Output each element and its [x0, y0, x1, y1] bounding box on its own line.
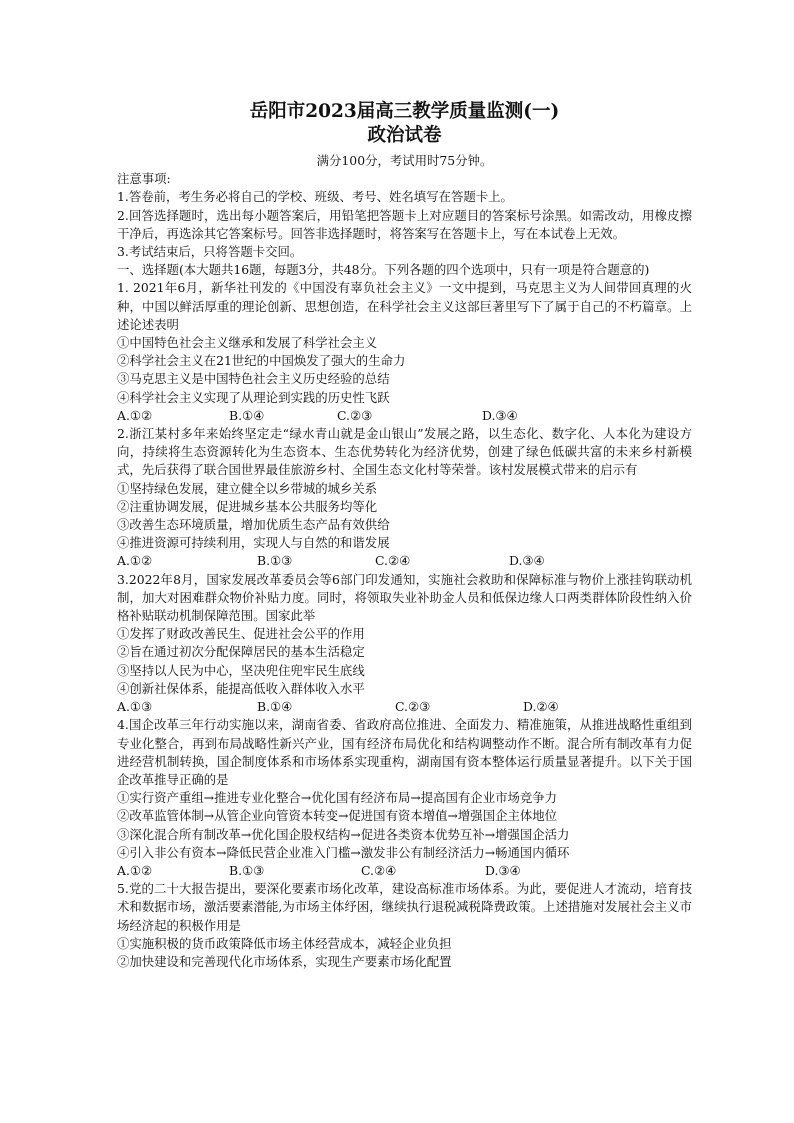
statement: ①发挥了财政改善民生、促进社会公平的作用: [117, 626, 365, 642]
statement: ①坚持绿色发展，建立健全以乡带城的城乡关系: [117, 480, 378, 496]
question-1: [117, 279, 692, 425]
option-a: A.①②: [117, 407, 153, 423]
exam-page: [117, 100, 692, 971]
question-stem: 5.党的二十大报告提出，要深化要素市场化改革，建设高标准市场体系。为此，要促进人才流动，培育技术和数据市场，激活要素潜能,为市场主体纾困，继续执行退税减税降费政策。上述措施对发展社会主义市场经济起的积极作用是: [117, 881, 692, 933]
question-5: [117, 880, 692, 971]
section-heading: 一、选择题(本大题共16题，每题3分，共48分。下列各题的四个选项中，只有一项是符合题意的): [117, 262, 650, 278]
statement: ④引入非公有资本→降低民营企业准入门槛→激发非公有制经济活力→畅通国内循环: [117, 844, 570, 860]
question-3: [117, 571, 692, 717]
statement: ③改善生态环境质量，增加优质生态产品有效供给: [117, 517, 390, 533]
statement: ④推进资源可持续利用，实现人与自然的和谐发展: [117, 535, 390, 551]
statement: ②旨在通过初次分配保障居民的基本生活稳定: [117, 644, 365, 660]
exam-subject: 政治试卷: [367, 125, 442, 146]
exam-meta: 满分100分，考试用时75分钟。: [316, 153, 493, 168]
option-b: B.①④: [229, 407, 265, 423]
statement: ①中国特色社会主义继承和发展了科学社会主义: [117, 335, 378, 351]
answer-options: [117, 698, 692, 716]
exam-title: 岳阳市2023届高三教学质量监测(一): [249, 101, 560, 122]
option-d: D.②④: [523, 699, 559, 715]
answer-options: [117, 407, 692, 425]
option-b: B.①④: [257, 699, 293, 715]
option-c: C.②③: [395, 699, 431, 715]
question-4: [117, 716, 692, 880]
note-item: 3.考试结束后，只将答题卡交回。: [117, 244, 303, 260]
option-d: D.③④: [509, 553, 545, 569]
answer-options: [117, 862, 692, 880]
notes-block: [117, 170, 692, 261]
statement: ④创新社保体系，能提高低收入群体收入水平: [117, 680, 365, 696]
statement: ③坚持以人民为中心，坚决兜住兜牢民生底线: [117, 662, 365, 678]
question-2: [117, 425, 692, 571]
option-c: C.②④: [361, 862, 397, 878]
option-a: A.①③: [117, 699, 153, 715]
option-c: C.②④: [375, 553, 411, 569]
option-a: A.①②: [117, 862, 153, 878]
statement: ②加快建设和完善现代化市场体系，实现生产要素市场化配置: [117, 953, 452, 969]
answer-options: [117, 552, 692, 570]
question-stem: 1. 2021年6月，新华社刊发的《中国没有辜负社会主义》一文中提到，马克思主义为人间带回真理的火种，中国以鲜活厚重的理论创新、思想创造，在科学社会主义这部巨著里写下了属于自己的不朽篇章。上述论述表明: [117, 280, 692, 332]
note-item: 1.答卷前，考生务必将自己的学校、班级、考号、姓名填写在答题卡上。: [117, 189, 513, 205]
question-stem: 4.国企改革三年行动实施以来，湖南省委、省政府高位推进、全面发力、精准施策，从推进战略性重组到专业化整合，再到布局战略性新兴产业，国有经济布局优化和结构调整动作不断。混合所有制改革有力促进经营机制转换，国企制度体系和市场体系实现重构，湖南国有资本整体运行质量显著提升。以下关于国企改革推导正确的是: [117, 717, 692, 787]
option-a: A.①②: [117, 553, 153, 569]
option-d: D.③④: [485, 862, 521, 878]
note-item: 2.回答选择题时，选出每小题答案后，用铅笔把答题卡上对应题目的答案标号涂黑。如需改动，用橡皮擦干净后，再选涂其它答案标号。回答非选择题时，将答案写在答题卡上，写在本试卷上无效。: [117, 207, 692, 241]
question-stem: 2.浙江某村多年来始终坚定走“绿水青山就是金山银山”发展之路，以生态化、数字化、人本化为建设方向，持续将生态资源转化为生态资本、生态优势转化为经济优势，创建了绿色低碳共富的未来乡村新模式，先后获得了联合国世界最佳旅游乡村、全国生态文化村等荣誉。该村发展模式带来的启示有: [117, 426, 692, 478]
question-stem: 3.2022年8月，国家发展改革委员会等6部门印发通知，实施社会救助和保障标准与物价上涨挂钩联动机制，加大对困难群众物价补贴力度。同时，将领取失业补助金人员和低保边缘人口两类群体阶段性纳入价格补贴联动机制保障范围。国家此举: [117, 571, 692, 624]
statement: ②注重协调发展，促进城乡基本公共服务均等化: [117, 498, 378, 514]
statement: ②改革监管体制→从管企业向管资本转变→促进国有资本增值→增强国企主体地位: [117, 808, 558, 824]
option-d: D.③④: [482, 407, 518, 423]
statement: ④科学社会主义实现了从理论到实践的历史性飞跃: [117, 389, 390, 405]
statement: ①实施积极的货币政策降低市场主体经营成本，减轻企业负担: [117, 935, 452, 951]
option-c: C.②③: [337, 407, 373, 423]
statement: ①实行资产重组→推进专业化整合→优化国有经济布局→提高国有企业市场竞争力: [117, 790, 558, 806]
statement: ②科学社会主义在21世纪的中国焕发了强大的生命力: [117, 353, 406, 369]
option-b: B.①③: [229, 862, 265, 878]
notes-heading: 注意事项:: [117, 171, 171, 187]
statement: ③深化混合所有制改革→优化国企股权结构→促进各类资本优势互补→增强国企活力: [117, 826, 570, 842]
option-b: B.①③: [257, 553, 293, 569]
statement: ③马克思主义是中国特色社会主义历史经验的总结: [117, 371, 390, 387]
